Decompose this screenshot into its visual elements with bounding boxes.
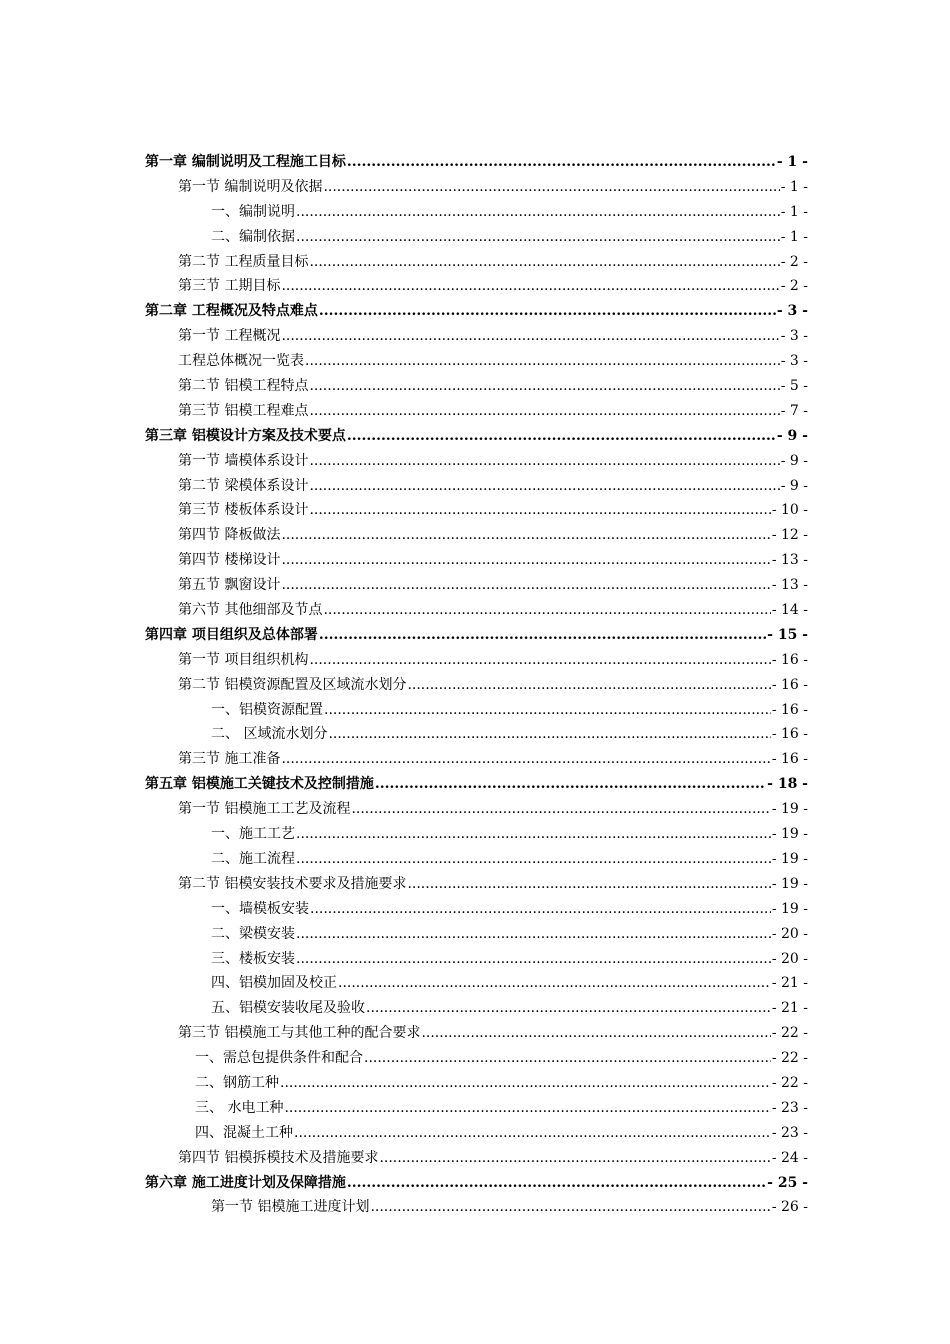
toc-dot-leader — [296, 225, 780, 250]
toc-entry[interactable] — [145, 1121, 808, 1146]
toc-entry[interactable] — [145, 548, 808, 573]
toc-entry[interactable] — [145, 250, 808, 275]
toc-entry[interactable] — [145, 797, 808, 822]
toc-dot-leader — [294, 1121, 771, 1146]
toc-entry[interactable] — [145, 673, 808, 698]
toc-page-number: - 3 - — [780, 328, 808, 345]
toc-entry[interactable] — [145, 1021, 808, 1046]
toc-page-number: - 15 - — [767, 626, 808, 643]
toc-dot-leader — [296, 947, 771, 972]
toc-entry[interactable] — [145, 274, 808, 299]
toc-page-number: - 23 - — [771, 1124, 808, 1141]
toc-entry[interactable] — [145, 225, 808, 250]
toc-entry-label: 一、施工工艺 — [211, 826, 295, 843]
toc-page-number: - 9 - — [776, 427, 808, 444]
toc-chapter-entry[interactable] — [145, 299, 808, 324]
toc-dot-leader — [310, 897, 771, 922]
toc-page-number: - 10 - — [771, 502, 808, 519]
toc-page-number: - 12 - — [771, 527, 808, 544]
toc-entry-label: 二、 区域流水划分 — [211, 726, 328, 743]
toc-dot-leader — [281, 324, 779, 349]
toc-entry[interactable] — [145, 897, 808, 922]
toc-dot-leader — [379, 1146, 770, 1171]
toc-page-number: - 9 - — [780, 477, 808, 494]
toc-dot-leader — [364, 1046, 771, 1071]
toc-dot-leader — [281, 274, 779, 299]
toc-entry-label: 第五节 飘窗设计 — [178, 577, 281, 594]
toc-entry[interactable] — [145, 822, 808, 847]
toc-entry-label: 第一节 铝模施工工艺及流程 — [178, 801, 351, 818]
toc-entry[interactable] — [145, 598, 808, 623]
toc-dot-leader — [370, 1195, 770, 1220]
toc-dot-leader — [328, 722, 770, 747]
toc-entry-label: 一、需总包提供条件和配合 — [195, 1050, 363, 1067]
toc-entry-label: 第一节 铝模施工进度计划 — [211, 1199, 370, 1216]
toc-entry-label: 第六章 施工进度计划及保障措施 — [145, 1174, 346, 1191]
toc-entry-label: 第一节 编制说明及依据 — [178, 178, 323, 195]
toc-dot-leader — [305, 349, 780, 374]
toc-page-number: - 24 - — [771, 1149, 808, 1166]
toc-dot-leader — [347, 150, 776, 175]
toc-entry[interactable] — [145, 374, 808, 399]
toc-entry[interactable] — [145, 449, 808, 474]
toc-entry-label: 第三章 铝模设计方案及技术要点 — [145, 427, 346, 444]
toc-entry[interactable] — [145, 947, 808, 972]
toc-dot-leader — [309, 250, 779, 275]
toc-dot-leader — [281, 573, 770, 598]
toc-entry-label: 三、 水电工种 — [195, 1099, 284, 1116]
toc-dot-leader — [296, 200, 780, 225]
toc-entry[interactable] — [145, 573, 808, 598]
toc-entry-label: 四、混凝土工种 — [195, 1124, 293, 1141]
toc-page-number: - 19 - — [771, 875, 808, 892]
toc-dot-leader — [351, 797, 770, 822]
toc-dot-leader — [375, 772, 766, 797]
toc-entry[interactable] — [145, 523, 808, 548]
toc-page-number: - 20 - — [771, 950, 808, 967]
toc-entry[interactable] — [145, 1195, 808, 1220]
toc-entry[interactable] — [145, 1046, 808, 1071]
toc-dot-leader — [281, 548, 770, 573]
toc-chapter-entry[interactable] — [145, 772, 808, 797]
toc-entry-label: 第二节 铝模工程特点 — [178, 378, 309, 395]
toc-dot-leader — [281, 747, 770, 772]
toc-entry[interactable] — [145, 349, 808, 374]
toc-page-number: - 16 - — [771, 701, 808, 718]
toc-entry-label: 第二节 铝模安装技术要求及措施要求 — [178, 875, 407, 892]
toc-page-number: - 9 - — [780, 452, 808, 469]
toc-page-number: - 1 - — [780, 203, 808, 220]
toc-dot-leader — [309, 374, 779, 399]
toc-entry[interactable] — [145, 996, 808, 1021]
toc-entry-label: 三、楼板安装 — [211, 950, 295, 967]
toc-page-number: - 21 - — [771, 1000, 808, 1017]
toc-entry[interactable] — [145, 971, 808, 996]
toc-page-number: - 3 - — [780, 353, 808, 370]
toc-entry-label: 一、墙模板安装 — [211, 900, 309, 917]
toc-entry[interactable] — [145, 722, 808, 747]
toc-chapter-entry[interactable] — [145, 623, 808, 648]
toc-entry-label: 一、编制说明 — [211, 203, 295, 220]
toc-page-number: - 16 - — [771, 726, 808, 743]
toc-dot-leader — [309, 474, 779, 499]
toc-entry-label: 第三节 施工准备 — [178, 751, 281, 768]
toc-page-number: - 19 - — [771, 801, 808, 818]
toc-dot-leader — [366, 996, 771, 1021]
toc-page-number: - 1 - — [776, 154, 808, 170]
toc-entry[interactable] — [145, 175, 808, 200]
toc-entry[interactable] — [145, 747, 808, 772]
toc-page-number: - 22 - — [771, 1050, 808, 1067]
toc-entry-label: 第一节 项目组织机构 — [178, 651, 309, 668]
toc-dot-leader — [338, 971, 771, 996]
toc-entry-label: 第一节 墙模体系设计 — [178, 452, 309, 469]
toc-entry[interactable] — [145, 1146, 808, 1171]
toc-entry[interactable] — [145, 648, 808, 673]
toc-entry[interactable] — [145, 498, 808, 523]
toc-entry-label: 第四节 楼梯设计 — [178, 552, 281, 569]
toc-page-number: - 19 - — [771, 900, 808, 917]
toc-page-number: - 7 - — [780, 402, 808, 419]
toc-dot-leader — [296, 922, 771, 947]
toc-dot-leader — [347, 424, 776, 449]
toc-entry[interactable] — [145, 200, 808, 225]
toc-dot-leader — [296, 822, 771, 847]
toc-entry-label: 第三节 铝模施工与其他工种的配合要求 — [178, 1025, 421, 1042]
toc-entry[interactable] — [145, 399, 808, 424]
toc-entry[interactable] — [145, 1071, 808, 1096]
toc-entry[interactable] — [145, 922, 808, 947]
toc-page-number: - 23 - — [771, 1099, 808, 1116]
toc-dot-leader — [324, 698, 771, 723]
toc-page-number: - 25 - — [767, 1174, 808, 1191]
toc-dot-leader — [281, 523, 770, 548]
toc-dot-leader — [284, 1096, 770, 1121]
toc-entry-label: 第二节 铝模资源配置及区域流水划分 — [178, 676, 407, 693]
toc-page-number: - 13 - — [771, 552, 808, 569]
toc-entry-label: 二、施工流程 — [211, 850, 295, 867]
toc-page-number: - 5 - — [780, 378, 808, 395]
toc-entry-label: 二、编制依据 — [211, 228, 295, 245]
table-of-contents — [145, 150, 808, 1220]
toc-page-number: - 19 - — [771, 850, 808, 867]
toc-dot-leader — [323, 598, 770, 623]
toc-page-number: - 2 - — [780, 253, 808, 270]
toc-page-number: - 1 - — [780, 178, 808, 195]
toc-page-number: - 19 - — [771, 826, 808, 843]
toc-entry-label: 第二节 工程质量目标 — [178, 253, 309, 270]
toc-page-number: - 20 - — [771, 925, 808, 942]
toc-entry-label: 第四节 铝模拆模技术及措施要求 — [178, 1149, 379, 1166]
toc-dot-leader — [347, 1171, 766, 1196]
toc-entry-label: 一、铝模资源配置 — [211, 701, 323, 718]
toc-page-number: - 26 - — [771, 1199, 808, 1216]
toc-entry[interactable] — [145, 872, 808, 897]
toc-page-number: - 16 - — [771, 651, 808, 668]
toc-entry-label: 第一章 编制说明及工程施工目标 — [145, 154, 346, 170]
toc-entry-label: 第六节 其他细部及节点 — [178, 602, 323, 619]
toc-entry-label: 第三节 楼板体系设计 — [178, 502, 309, 519]
toc-dot-leader — [309, 648, 770, 673]
toc-dot-leader — [309, 399, 779, 424]
toc-entry-label: 第二节 梁模体系设计 — [178, 477, 309, 494]
toc-entry-label: 第二章 工程概况及特点难点 — [145, 303, 318, 320]
toc-chapter-entry[interactable] — [145, 1171, 808, 1196]
toc-dot-leader — [309, 498, 770, 523]
toc-entry-label: 第五章 铝模施工关键技术及控制措施 — [145, 776, 374, 793]
toc-dot-leader — [296, 847, 771, 872]
toc-entry-label: 工程总体概况一览表 — [178, 353, 304, 370]
toc-dot-leader — [407, 872, 770, 897]
toc-page-number: - 22 - — [771, 1074, 808, 1091]
toc-page-number: - 13 - — [771, 577, 808, 594]
toc-entry[interactable] — [145, 1096, 808, 1121]
toc-entry-label: 第一节 工程概况 — [178, 328, 281, 345]
toc-entry-label: 第三节 工期目标 — [178, 278, 281, 295]
toc-dot-leader — [421, 1021, 770, 1046]
toc-entry-label: 二、钢筋工种 — [195, 1074, 279, 1091]
toc-page-number: - 16 - — [771, 751, 808, 768]
toc-entry-label: 第四章 项目组织及总体部署 — [145, 626, 318, 643]
toc-page-number: - 16 - — [771, 676, 808, 693]
toc-page-number: - 18 - — [767, 776, 808, 793]
toc-page-number: - 1 - — [780, 228, 808, 245]
toc-entry-label: 二、梁模安装 — [211, 925, 295, 942]
toc-dot-leader — [280, 1071, 771, 1096]
toc-entry-label: 五、铝模安装收尾及验收 — [211, 1000, 365, 1017]
toc-page-number: - 3 - — [776, 303, 808, 320]
toc-dot-leader — [323, 175, 779, 200]
toc-entry-label: 四、铝模加固及校正 — [211, 975, 337, 992]
toc-entry[interactable] — [145, 698, 808, 723]
toc-entry[interactable] — [145, 324, 808, 349]
toc-dot-leader — [407, 673, 770, 698]
toc-entry[interactable] — [145, 847, 808, 872]
toc-entry-label: 第三节 铝模工程难点 — [178, 402, 309, 419]
toc-dot-leader — [309, 449, 779, 474]
toc-chapter-entry[interactable] — [145, 150, 808, 175]
toc-dot-leader — [319, 299, 776, 324]
toc-page-number: - 22 - — [771, 1025, 808, 1042]
toc-chapter-entry[interactable] — [145, 424, 808, 449]
toc-page-number: - 2 - — [780, 278, 808, 295]
toc-entry[interactable] — [145, 474, 808, 499]
toc-page-number: - 14 - — [771, 602, 808, 619]
toc-page-number: - 21 - — [771, 975, 808, 992]
toc-entry-label: 第四节 降板做法 — [178, 527, 281, 544]
toc-dot-leader — [319, 623, 766, 648]
